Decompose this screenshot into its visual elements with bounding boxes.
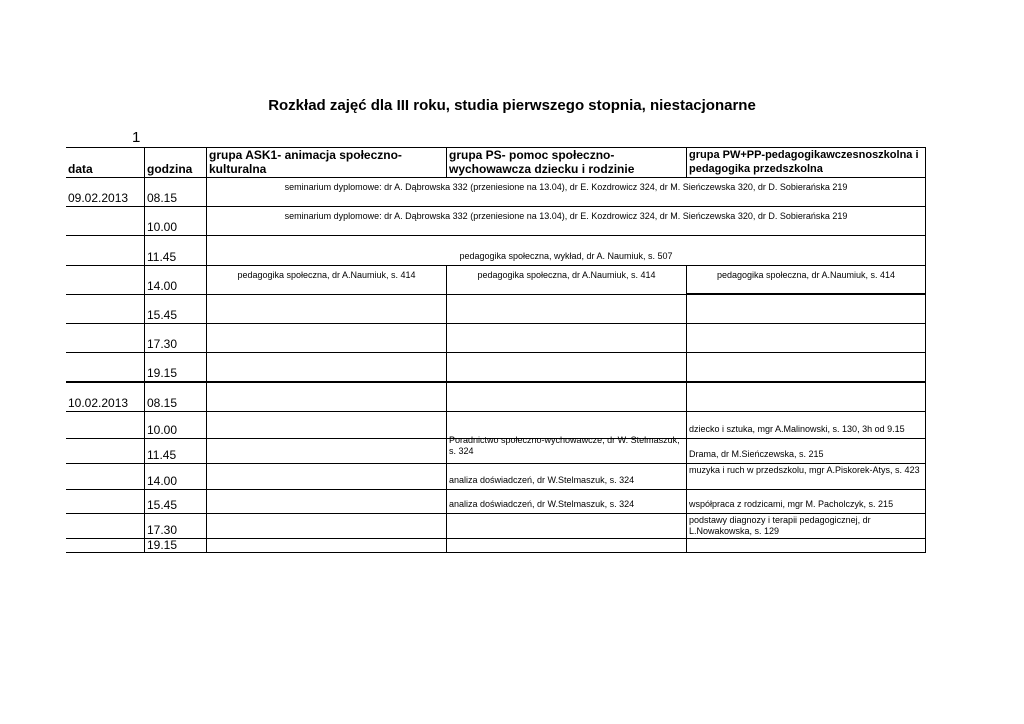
time-cell: 11.45 [147, 250, 177, 264]
header-group-b: grupa PS- pomoc społeczno-wychowawcza dziecku i rodzinie [449, 148, 635, 176]
class-entry: podstawy diagnozy i terapii pedagogicznej, dr L.Nowakowska, s. 129 [689, 515, 871, 536]
time-cell: 08.15 [147, 396, 178, 410]
time-cell: 10.00 [147, 220, 178, 234]
page-title: Rozkład zajęć dla III roku, studia pierwszego stopnia, niestacjonarne [268, 97, 756, 114]
header-time: godzina [147, 162, 193, 176]
table-row [66, 265, 926, 294]
time-cell: 17.30 [147, 523, 178, 537]
table-row [66, 435, 926, 463]
date-cell: 10.02.2013 [68, 396, 129, 410]
table-row [66, 489, 926, 513]
table-row [66, 381, 926, 411]
class-entry: analiza doświadczeń, dr W.Stelmaszuk, s. 324 [449, 499, 635, 509]
class-entry: Poradnictwo społeczno-wychowawcze, dr W. Stelmaszuk, s. 324 [449, 435, 680, 456]
table-row [66, 235, 926, 265]
time-cell: 15.45 [147, 308, 178, 322]
header-group-a: grupa ASK1- animacja społeczno-kulturalna [209, 148, 402, 176]
header-group-c: grupa PW+PP-pedagogikawczesnoszkolna i pedagogika przedszkolna [689, 149, 919, 175]
time-cell: 11.45 [147, 448, 177, 462]
table-row [66, 294, 926, 323]
table-row [66, 323, 926, 352]
time-cell: 14.00 [147, 279, 178, 293]
time-cell: 10.00 [147, 423, 178, 437]
time-cell: 19.15 [147, 366, 178, 380]
seminar-entry: seminarium dyplomowe: dr A. Dąbrowska 332 (przeniesione na 13.04), dr E. Kozdrowicz 324, dr M. Sieńczewska 320, dr D. Sobierańska 219 [284, 211, 848, 221]
class-entry: pedagogika społeczna, dr A.Naumiuk, s. 414 [716, 270, 896, 280]
seminar-entry: seminarium dyplomowe: dr A. Dąbrowska 332 (przeniesione na 13.04), dr E. Kozdrowicz 324, dr M. Sieńczewska 320, dr D. Sobierańska 219 [284, 182, 848, 192]
class-entry: muzyka i ruch w przedszkolu, mgr A.Piskorek-Atys, s. 423 [689, 465, 920, 475]
class-entry: Drama, dr M.Sieńczewska, s. 215 [689, 449, 824, 459]
class-entry: dziecko i sztuka, mgr A.Malinowski, s. 130, 3h od 9.15 [689, 424, 905, 434]
page-number: 1 [132, 129, 141, 146]
time-cell: 19.15 [147, 538, 178, 552]
date-cell: 09.02.2013 [68, 191, 129, 205]
class-entry: współpraca z rodzicami, mgr M. Pacholczyk, s. 215 [689, 499, 894, 509]
time-cell: 14.00 [147, 474, 178, 488]
schedule-table [66, 147, 926, 553]
time-cell: 08.15 [147, 191, 178, 205]
header-date: data [68, 162, 93, 176]
class-entry: pedagogika społeczna, dr A.Naumiuk, s. 414 [237, 270, 416, 280]
class-entry: analiza doświadczeń, dr W.Stelmaszuk, s. 324 [449, 475, 635, 485]
table-row [66, 463, 926, 489]
table-row [66, 352, 926, 381]
time-cell: 17.30 [147, 337, 178, 351]
time-cell: 15.45 [147, 498, 178, 512]
table-row [66, 538, 926, 552]
table-row [66, 177, 926, 206]
table-bottom-border [66, 552, 926, 553]
table-row [66, 206, 926, 235]
header-row [66, 147, 926, 177]
table-row [66, 513, 926, 538]
table-row [66, 411, 926, 438]
lecture-entry: pedagogika społeczna, wykład, dr A. Naumiuk, s. 507 [459, 251, 673, 261]
class-entry: pedagogika społeczna, dr A.Naumiuk, s. 414 [477, 270, 656, 280]
